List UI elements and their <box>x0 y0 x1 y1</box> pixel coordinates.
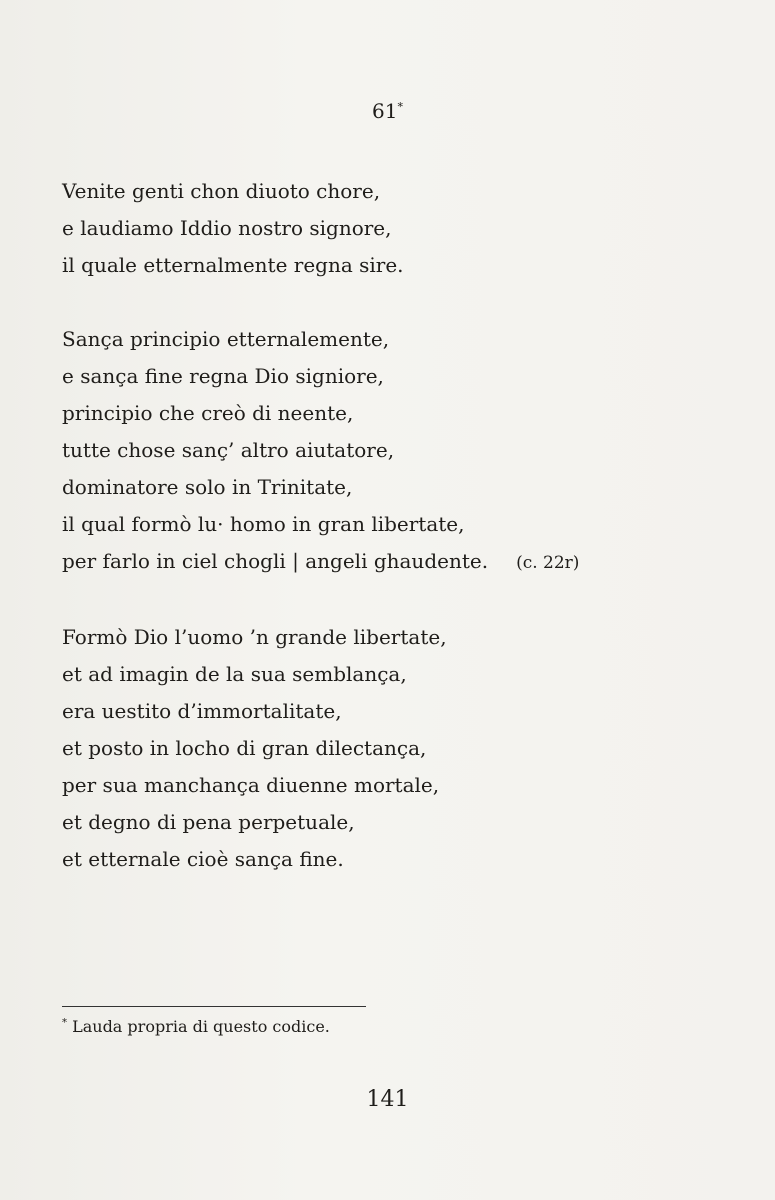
verse-line: Formò Dio l’uomo ’n grande libertate, <box>62 625 447 649</box>
footnote-divider <box>62 1006 366 1007</box>
verse-line: dominatore solo in Trinitate, <box>62 475 353 499</box>
verse-line: et posto in locho di gran dilectança, <box>62 736 427 760</box>
verse-line: per farlo in ciel chogli | angeli ghaudente. <box>62 549 489 573</box>
verse-line: et etternale cioè sança fine. <box>62 847 344 871</box>
verse-line: per sua manchança diuenne mortale, <box>62 773 440 797</box>
lauda-number-marker: * <box>397 100 403 114</box>
verse-line: Venite genti chon diuoto chore, <box>62 179 381 203</box>
verse-line: era uestito d’immortalitate, <box>62 699 342 723</box>
stanza-2 <box>62 321 579 582</box>
bleed-through-text <box>470 175 475 197</box>
verse-line: il qual formò lu· homo in gran libertate, <box>62 512 465 536</box>
footnote-text: Lauda propria di questo codice. <box>72 1017 330 1036</box>
lauda-number <box>0 99 775 123</box>
verse-line: il quale etternalmente regna sire. <box>62 253 404 277</box>
lauda-number-value: 61 <box>372 99 398 123</box>
verse-line: principio che creò di neente, <box>62 401 354 425</box>
verse-line: e sança fine regna Dio signiore, <box>62 364 384 388</box>
verse-line: et ad imagin de la sua semblança, <box>62 662 407 686</box>
footnote-marker: * <box>62 1017 67 1029</box>
stanza-1 <box>62 173 404 284</box>
stanza-3 <box>62 619 447 878</box>
folio-reference: (c. 22r) <box>516 553 580 573</box>
verse-line: tutte chose sanç’ altro aiutatore, <box>62 438 395 462</box>
page-number: 141 <box>366 1087 409 1112</box>
verse-line: e laudiamo Iddio nostro signore, <box>62 216 392 240</box>
footnote <box>62 1017 330 1036</box>
verse-line-with-ref <box>62 543 579 582</box>
verse-line: Sança principio etternalemente, <box>62 327 390 351</box>
verse-line: et degno di pena perpetuale, <box>62 810 355 834</box>
